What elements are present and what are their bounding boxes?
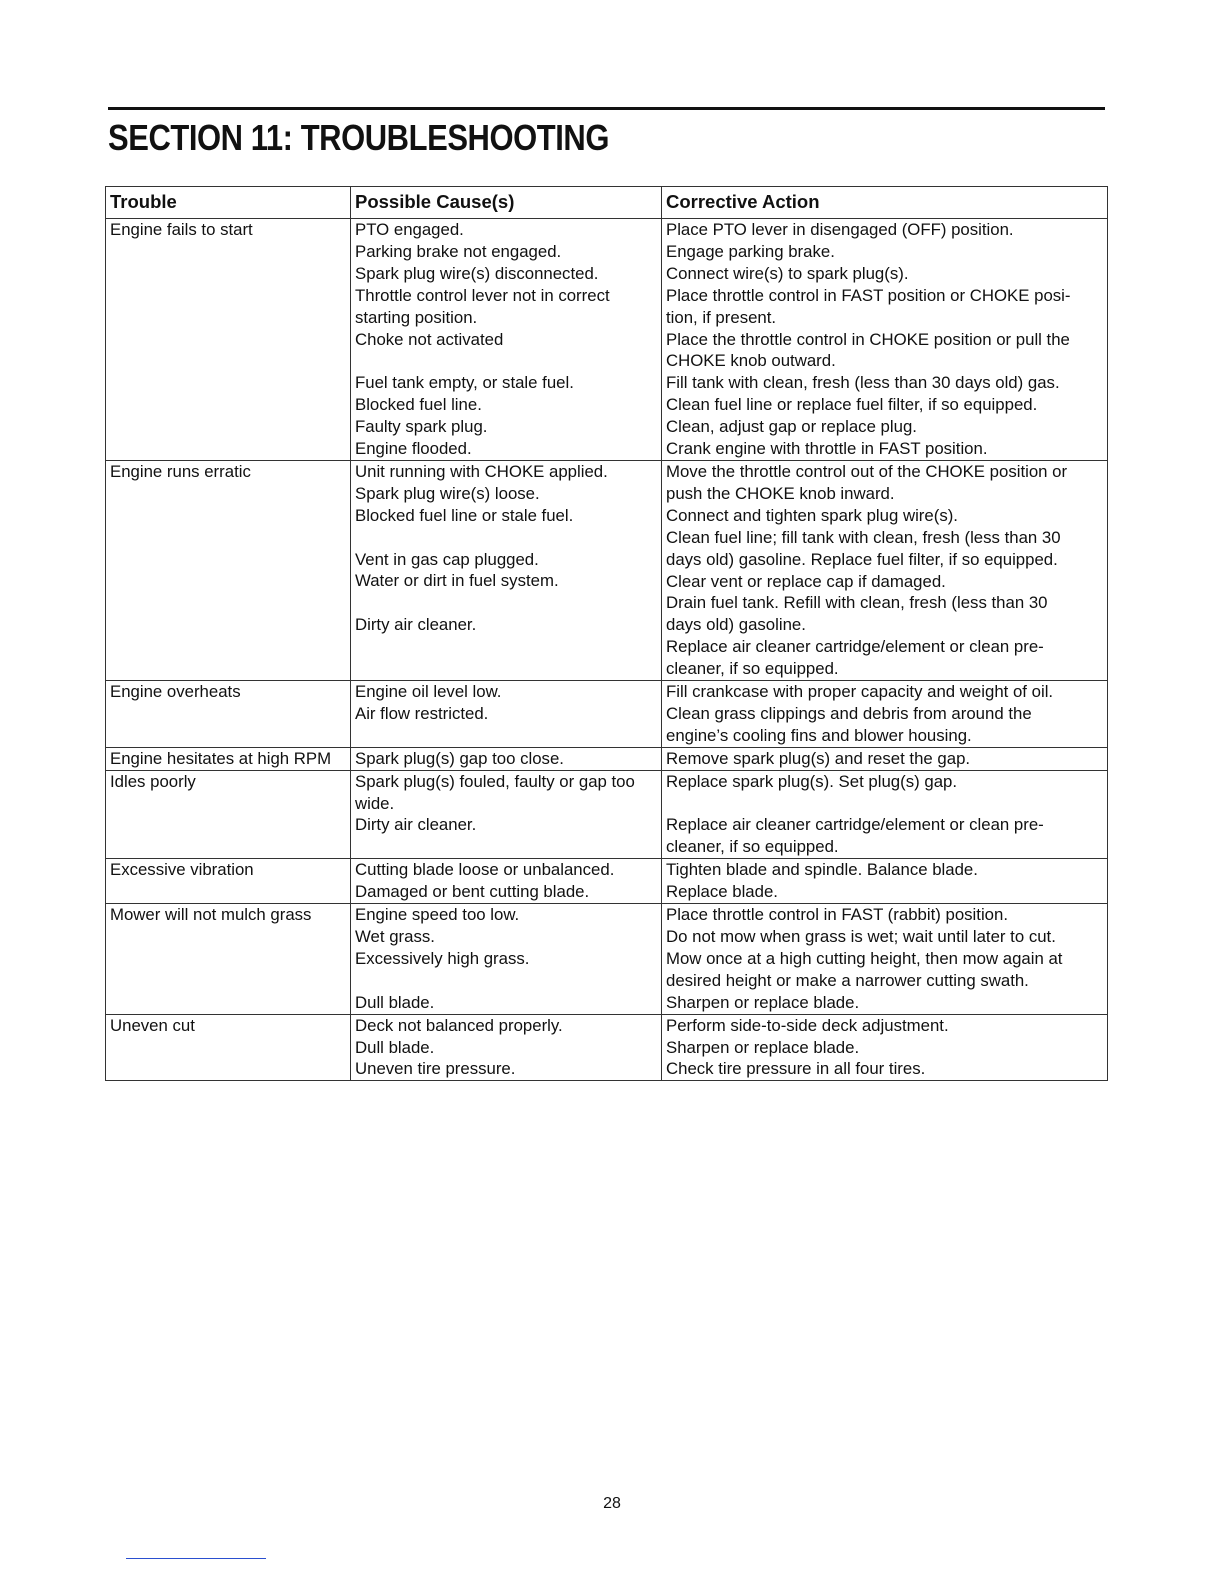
cause-line: Blocked fuel line. <box>355 395 482 415</box>
table-body <box>106 219 1108 1081</box>
cause-cell <box>351 904 662 1015</box>
header-trouble: Trouble <box>106 187 351 219</box>
footnote-rule <box>126 1558 266 1559</box>
cause-line: Dirty air cleaner. <box>355 815 477 835</box>
action-line: Move the throttle control out of the CHOKE position or <box>666 461 1068 481</box>
action-line: Engage parking brake. <box>666 241 835 261</box>
cause-line: Cutting blade loose or unbalanced. <box>355 860 615 880</box>
cause-line: Engine oil level low. <box>355 682 502 702</box>
action-line: cleaner, if so equipped. <box>666 659 839 679</box>
section-title: SECTION 11: TROUBLESHOOTING <box>108 117 610 158</box>
action-line: desired height or make a narrower cutting swath. <box>666 970 1029 990</box>
action-line: Connect and tighten spark plug wire(s). <box>666 505 958 525</box>
cause-line <box>355 636 657 658</box>
cause-cell <box>351 747 662 770</box>
cause-line: wide. <box>355 793 395 813</box>
action-line: Crank engine with throttle in FAST position. <box>666 439 988 459</box>
action-line: Clean fuel line; fill tank with clean, fresh (less than 30 <box>666 527 1061 547</box>
cause-line <box>355 592 657 614</box>
trouble-text: Idles poorly <box>110 771 196 791</box>
cause-line: Choke not activated <box>355 329 504 349</box>
table-row <box>106 219 1108 461</box>
cause-cell <box>351 770 662 859</box>
cause-cell <box>351 859 662 904</box>
trouble-cell <box>106 460 351 680</box>
action-line: Clean, adjust gap or replace plug. <box>666 417 917 437</box>
cause-line: Dirty air cleaner. <box>355 615 477 635</box>
action-cell <box>662 859 1108 904</box>
table-header-row <box>106 187 1108 219</box>
cause-line: Dull blade. <box>355 1037 435 1057</box>
action-line: Fill tank with clean, fresh (less than 30 days old) gas. <box>666 373 1060 393</box>
cause-line <box>355 658 657 680</box>
cause-line <box>355 350 657 372</box>
trouble-text: Engine overheats <box>110 682 241 702</box>
cause-line: PTO engaged. <box>355 220 464 239</box>
trouble-cell <box>106 904 351 1015</box>
trouble-text: Engine hesitates at high RPM <box>110 748 332 768</box>
cause-line: Unit running with CHOKE applied. <box>355 461 608 481</box>
action-line: Replace spark plug(s). Set plug(s) gap. <box>666 771 958 791</box>
action-cell <box>662 681 1108 748</box>
cause-cell <box>351 460 662 680</box>
action-line: Do not mow when grass is wet; wait until later to cut. <box>666 926 1056 946</box>
header-possible-causes: Possible Cause(s) <box>351 187 662 219</box>
trouble-text: Excessive vibration <box>110 860 254 880</box>
cause-line: Damaged or bent cutting blade. <box>355 882 590 902</box>
action-cell <box>662 1014 1108 1081</box>
cause-line <box>355 836 657 858</box>
action-line: Perform side-to-side deck adjustment. <box>666 1015 949 1035</box>
trouble-text: Engine runs erratic <box>110 461 251 481</box>
cause-cell <box>351 681 662 748</box>
trouble-cell <box>106 219 351 461</box>
action-line: days old) gasoline. <box>666 615 806 635</box>
action-line: Place PTO lever in disengaged (OFF) position. <box>666 220 1014 239</box>
action-line: Place throttle control in FAST (rabbit) position. <box>666 905 1008 925</box>
cause-line: Vent in gas cap plugged. <box>355 549 539 569</box>
action-cell <box>662 747 1108 770</box>
troubleshooting-table <box>105 186 1108 1081</box>
action-line: Sharpen or replace blade. <box>666 1037 860 1057</box>
action-line: Fill crankcase with proper capacity and weight of oil. <box>666 682 1054 702</box>
cause-line: Deck not balanced properly. <box>355 1015 563 1035</box>
table-row <box>106 1014 1108 1081</box>
trouble-cell <box>106 681 351 748</box>
trouble-text: Mower will not mulch grass <box>110 905 312 925</box>
cause-line: Spark plug wire(s) loose. <box>355 483 540 503</box>
cause-line: Spark plug(s) fouled, faulty or gap too <box>355 771 635 791</box>
action-line: Clean grass clippings and debris from around the <box>666 703 1032 723</box>
action-line: Replace blade. <box>666 882 778 902</box>
cause-line: Engine flooded. <box>355 439 472 459</box>
action-cell <box>662 460 1108 680</box>
cause-cell <box>351 219 662 461</box>
cause-line: Engine speed too low. <box>355 905 520 925</box>
action-line: Tighten blade and spindle. Balance blade. <box>666 860 978 880</box>
cause-line: starting position. <box>355 307 478 327</box>
cause-line: Water or dirt in fuel system. <box>355 571 559 591</box>
action-line: Clean fuel line or replace fuel filter, if so equipped. <box>666 395 1038 415</box>
action-line: Clear vent or replace cap if damaged. <box>666 571 946 591</box>
action-line: days old) gasoline. Replace fuel filter, if so equipped. <box>666 549 1058 569</box>
cause-line: Dull blade. <box>355 992 435 1012</box>
trouble-text: Engine fails to start <box>110 220 253 239</box>
trouble-cell <box>106 747 351 770</box>
cause-line: Throttle control lever not in correct <box>355 285 610 305</box>
cause-line <box>355 527 657 549</box>
action-cell <box>662 904 1108 1015</box>
cause-line: Uneven tire pressure. <box>355 1059 516 1079</box>
action-line <box>666 793 1103 815</box>
trouble-cell <box>106 859 351 904</box>
action-line: Check tire pressure in all four tires. <box>666 1059 926 1079</box>
action-line: Remove spark plug(s) and reset the gap. <box>666 748 971 768</box>
action-line: cleaner, if so equipped. <box>666 837 839 857</box>
table-row <box>106 681 1108 748</box>
cause-line: Excessively high grass. <box>355 948 530 968</box>
cause-line: Blocked fuel line or stale fuel. <box>355 505 574 525</box>
action-line: Connect wire(s) to spark plug(s). <box>666 263 909 283</box>
cause-line: Fuel tank empty, or stale fuel. <box>355 373 574 393</box>
action-line: Replace air cleaner cartridge/element or clean pre- <box>666 815 1044 835</box>
table-row <box>106 904 1108 1015</box>
action-line: Mow once at a high cutting height, then mow again at <box>666 948 1063 968</box>
action-line: CHOKE knob outward. <box>666 351 836 371</box>
table-row <box>106 460 1108 680</box>
table-row <box>106 770 1108 859</box>
cause-line: Spark plug wire(s) disconnected. <box>355 263 599 283</box>
action-line: push the CHOKE knob inward. <box>666 483 895 503</box>
action-cell <box>662 219 1108 461</box>
action-cell <box>662 770 1108 859</box>
cause-line: Wet grass. <box>355 926 435 946</box>
action-line: tion, if present. <box>666 307 777 327</box>
cause-line: Faulty spark plug. <box>355 417 488 437</box>
section-top-rule <box>108 107 1105 110</box>
action-line: Replace air cleaner cartridge/element or clean pre- <box>666 637 1044 657</box>
action-line: Place the throttle control in CHOKE position or pull the <box>666 329 1070 349</box>
cause-line <box>355 970 657 992</box>
action-line: Sharpen or replace blade. <box>666 992 860 1012</box>
trouble-text: Uneven cut <box>110 1015 195 1035</box>
cause-cell <box>351 1014 662 1081</box>
trouble-cell <box>106 1014 351 1081</box>
cause-line: Air flow restricted. <box>355 703 489 723</box>
trouble-cell <box>106 770 351 859</box>
page-number: 28 <box>603 1495 621 1512</box>
cause-line: Spark plug(s) gap too close. <box>355 748 564 768</box>
cause-line <box>355 725 657 747</box>
cause-line: Parking brake not engaged. <box>355 241 562 261</box>
action-line: engine’s cooling fins and blower housing. <box>666 725 972 745</box>
header-corrective-action: Corrective Action <box>662 187 1108 219</box>
action-line: Drain fuel tank. Refill with clean, fresh (less than 30 <box>666 593 1048 613</box>
action-line: Place throttle control in FAST position or CHOKE posi- <box>666 285 1071 305</box>
table-row <box>106 747 1108 770</box>
table-row <box>106 859 1108 904</box>
